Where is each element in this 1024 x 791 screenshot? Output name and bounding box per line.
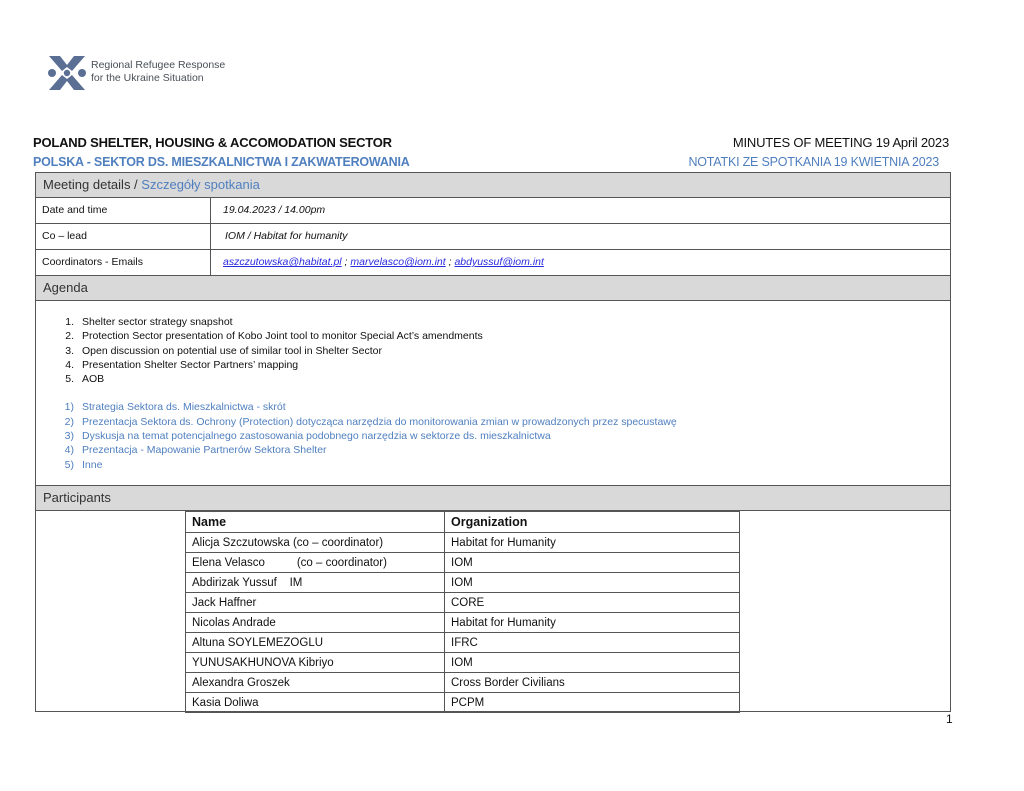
meeting-details-header: [36, 173, 950, 198]
table-row: Abdirizak Yussuf IM IOM: [186, 573, 740, 593]
list-item: 3. Open discussion on potential use of similar tool in Shelter Sector: [65, 344, 382, 357]
col-name-header: Name: [186, 512, 445, 533]
table-row: Nicolas Andrade Habitat for Humanity: [186, 613, 740, 633]
date-value: 19.04.2023 / 14.00pm: [223, 204, 326, 216]
list-item: 5) Inne: [64, 458, 103, 471]
header-left: [33, 135, 410, 169]
agenda-header: Agenda: [36, 276, 950, 301]
table-row: Jack Haffner CORE: [186, 593, 740, 613]
logo-text: [91, 59, 225, 85]
coordinators-emails: [211, 250, 544, 275]
list-item: 2. Protection Sector presentation of Kobo Joint tool to monitor Special Act’s amendments: [65, 330, 483, 343]
participants-table: [185, 511, 740, 713]
logo-line-2: for the Ukraine Situation: [91, 72, 204, 84]
email-link-yussuf[interactable]: abdyussuf@iom.int: [454, 256, 544, 268]
list-item: 1) Strategia Sektora ds. Mieszkalnictwa - skrót: [64, 401, 286, 414]
sector-title-pl: POLSKA - SEKTOR DS. MIESZKALNICTWA I ZAKWATEROWANIA: [33, 155, 410, 169]
meeting-details-title-pl: Szczegóły spotkania: [141, 177, 260, 192]
date-label: Date and time: [36, 198, 211, 223]
list-item: 5. AOB: [65, 373, 105, 386]
list-item: 4. Presentation Shelter Sector Partners’ mapping: [65, 358, 299, 371]
minutes-title-en: MINUTES OF MEETING 19 April 2023: [732, 135, 949, 150]
table-header-row: [186, 512, 740, 533]
list-item: 1. Shelter sector strategy snapshot: [65, 316, 233, 328]
table-row: Alicja Szczutowska (co – coordinator) Habitat for Humanity: [186, 533, 740, 553]
table-row: Altuna SOYLEMEZOGLU IFRC: [186, 633, 740, 653]
list-item: 2) Prezentacja Sektora ds. Ochrony (Protection) dotycząca narzędzia do monitorowania zmian w prowadzonych przez specustawę: [64, 415, 677, 428]
email-link-habitat[interactable]: aszczutowska@habitat.pl: [223, 256, 342, 268]
agenda-list-en: [36, 315, 950, 386]
email-separator: ;: [445, 256, 455, 268]
email-link-velasco[interactable]: marvelasco@iom.int: [350, 256, 446, 268]
participants-body: [36, 511, 950, 711]
table-row: Kasia Doliwa PCPM: [186, 693, 740, 713]
table-row: Elena Velasco (co – coordinator) IOM: [186, 553, 740, 573]
minutes-table: [35, 172, 951, 712]
colead-label: Co – lead: [36, 224, 211, 249]
logo-line-1: Regional Refugee Response: [91, 59, 226, 71]
minutes-title-pl: NOTATKI ZE SPOTKANIA 19 KWIETNIA 2023: [688, 155, 939, 169]
page-number: 1: [946, 712, 953, 726]
meeting-details-title-en: Meeting details /: [43, 177, 138, 192]
col-org-header: Organization: [445, 512, 740, 533]
table-row: Alexandra Groszek Cross Border Civilians: [186, 673, 740, 693]
agenda-body: [36, 301, 950, 486]
list-item: 4) Prezentacja - Mapowanie Partnerów Sektora Shelter: [64, 444, 327, 457]
logo: [46, 51, 246, 95]
coordinators-label: Coordinators - Emails: [36, 250, 211, 275]
colead-row: [36, 224, 950, 250]
agenda-list-pl: [36, 400, 950, 471]
date-row: [36, 198, 950, 224]
email-separator: ;: [341, 256, 351, 268]
table-row: YUNUSAKHUNOVA Kibriyo IOM: [186, 653, 740, 673]
list-item: 3) Dyskusja na temat potencjalnego zastosowania podobnego narzędzia w sektorze ds. mieszkalnictwa: [64, 430, 551, 443]
regional-refugee-response-logo-icon: [46, 51, 88, 95]
header-right: [688, 135, 949, 169]
sector-title-en: POLAND SHELTER, HOUSING & ACCOMODATION SECTOR: [33, 135, 392, 150]
coordinators-row: [36, 250, 950, 276]
participants-header: Participants: [36, 486, 950, 511]
colead-value: IOM / Habitat for humanity: [225, 230, 348, 242]
